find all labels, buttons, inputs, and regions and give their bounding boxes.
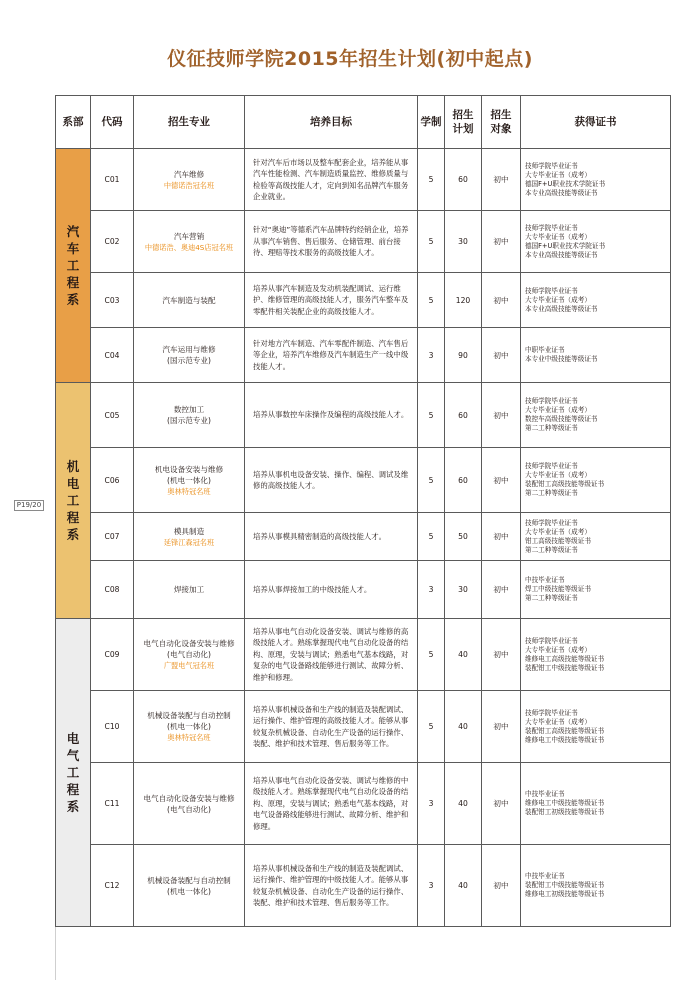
goal-cell: 培养从事焊接加工的中级技能人才。 — [245, 561, 418, 619]
code-cell: C11 — [91, 763, 134, 845]
table-row — [56, 691, 671, 763]
cert-cell — [521, 691, 671, 763]
major-note: (机电一体化) — [167, 722, 211, 731]
major-note: (机电一体化) — [167, 886, 211, 896]
dept-name: 汽车工程系 — [66, 224, 80, 307]
cert-cell — [521, 619, 671, 691]
goal-cell: 针对地方汽车制造、汽车零配件制造、汽车售后等企业，培养汽车维修及汽车制造生产一线中级技能人才。 — [245, 328, 418, 383]
cert-item: 德国F+U职业技术学院证书 — [525, 241, 606, 250]
major-name: 汽车制造与装配 — [162, 295, 216, 305]
cert-item: 第二工种等级证书 — [525, 489, 578, 497]
major-cell — [134, 561, 245, 619]
cert-item: 技师学院毕业证书 — [525, 708, 578, 717]
table-row — [56, 273, 671, 328]
target-cell: 初中 — [482, 211, 521, 273]
plan-cell: 30 — [445, 561, 482, 619]
major-name: 汽车运用与维修 — [162, 345, 216, 354]
cert-item: 维修电工中级技能等级证书 — [525, 799, 605, 807]
cert-item: 维修电工中级技能等级证书 — [525, 735, 605, 744]
header-goal: 培养目标 — [245, 96, 418, 149]
plan-cell: 40 — [445, 763, 482, 845]
years-cell: 3 — [418, 845, 445, 927]
header-target: 招生对象 — [482, 96, 521, 149]
cert-item: 本专业中级技能等级证书 — [525, 355, 598, 363]
major-note: 延锋江森冠名班 — [163, 537, 215, 547]
target-cell: 初中 — [482, 561, 521, 619]
plan-cell: 40 — [445, 619, 482, 691]
table-row — [56, 619, 671, 691]
dept-cell — [56, 619, 91, 927]
cert-item: 大专毕业证书（成考） — [525, 717, 591, 726]
dept-name: 机电工程系 — [66, 459, 80, 542]
goal-cell: 培养从事数控车床操作及编程的高级技能人才。 — [245, 383, 418, 448]
cert-item: 大专毕业证书（成考） — [525, 295, 591, 304]
dept-name: 电气工程系 — [66, 731, 80, 814]
plan-cell: 40 — [445, 845, 482, 927]
cert-item: 本专业高级技能等级证书 — [525, 250, 598, 259]
cert-item: 大专毕业证书（成考） — [525, 527, 591, 536]
major-name: 数控加工 — [173, 405, 205, 414]
major-cell — [134, 513, 245, 561]
major-cell — [134, 845, 245, 927]
code-cell: C09 — [91, 619, 134, 691]
header-major: 招生专业 — [134, 96, 245, 149]
cert-item: 技师学院毕业证书 — [525, 518, 578, 527]
cert-item: 技师学院毕业证书 — [525, 462, 578, 470]
table-row — [56, 763, 671, 845]
years-cell: 5 — [418, 211, 445, 273]
code-cell: C06 — [91, 448, 134, 513]
years-cell: 5 — [418, 149, 445, 211]
dept-cell — [56, 149, 91, 383]
page-number-tab[interactable]: P19/20 — [14, 500, 44, 511]
major-sponsor-note: 广盟电气冠名班 — [163, 661, 215, 670]
major-cell — [134, 328, 245, 383]
cert-item: 技师学院毕业证书 — [525, 161, 578, 170]
cert-cell — [521, 513, 671, 561]
major-note: (电气自动化) — [167, 804, 211, 814]
cert-item: 数控车高级技能等级证书 — [525, 415, 598, 423]
goal-cell: 培养从事机械设备和生产线的制造及装配调试、运行操作、维护管理的中级技能人才。能够从事较复杂机械设备、自动化生产设备的运行操作、装配、维护和技术管理、售后服务等工作。 — [245, 845, 418, 927]
cert-item: 德国F+U职业技术学院证书 — [525, 179, 606, 188]
header-plan: 招生计划 — [445, 96, 482, 149]
table-row — [56, 845, 671, 927]
major-cell — [134, 273, 245, 328]
major-cell — [134, 448, 245, 513]
cert-item: 大专毕业证书（成考） — [525, 170, 591, 179]
code-cell: C05 — [91, 383, 134, 448]
header-cert: 获得证书 — [521, 96, 671, 149]
cert-item: 第二工种等级证书 — [525, 594, 578, 602]
major-cell — [134, 211, 245, 273]
major-name: 汽车维修 — [173, 169, 205, 179]
target-cell: 初中 — [482, 328, 521, 383]
major-name: 机电设备安装与维修 — [154, 464, 224, 474]
header-code: 代码 — [91, 96, 134, 149]
years-cell: 3 — [418, 561, 445, 619]
cert-item: 装配钳工中级技能等级证书 — [525, 663, 605, 672]
plan-cell: 50 — [445, 513, 482, 561]
cert-item: 技师学院毕业证书 — [525, 636, 578, 645]
major-cell — [134, 691, 245, 763]
major-note: (国示范专业) — [167, 416, 211, 425]
cert-item: 技师学院毕业证书 — [525, 397, 578, 405]
cert-item: 大专毕业证书（成考） — [525, 645, 591, 654]
target-cell: 初中 — [482, 691, 521, 763]
target-cell: 初中 — [482, 273, 521, 328]
goal-cell: 培养从事模具精密制造的高级技能人才。 — [245, 513, 418, 561]
target-cell: 初中 — [482, 448, 521, 513]
goal-cell: 培养从事汽车制造及发动机装配调试、运行维护、维修管理的高级技能人才，服务汽车整车及零配件相关装配企业的高级技能人才。 — [245, 273, 418, 328]
plan-cell: 120 — [445, 273, 482, 328]
target-cell: 初中 — [482, 383, 521, 448]
header-dept: 系部 — [56, 96, 91, 149]
years-cell: 5 — [418, 383, 445, 448]
major-cell — [134, 149, 245, 211]
major-name: 模具制造 — [173, 526, 205, 536]
cert-item: 技师学院毕业证书 — [525, 286, 578, 295]
goal-cell: 培养从事电气自动化设备安装、调试与维修的中级技能人才。熟练掌握现代电气自动化设备的结构、原理，安装与调试；熟悉电气基本线路，对电气设备路线能够进行测试、故障分析、维护和修理。 — [245, 763, 418, 845]
table-row — [56, 513, 671, 561]
years-cell: 5 — [418, 513, 445, 561]
cert-cell — [521, 328, 671, 383]
page-title: 仪征技师学院2015年招生计划(初中起点) — [167, 48, 533, 70]
major-cell — [134, 763, 245, 845]
header-years: 学制 — [418, 96, 445, 149]
code-cell: C12 — [91, 845, 134, 927]
enrollment-table — [55, 95, 671, 927]
goal-cell: 针对汽车后市场以及整车配套企业，培养能从事汽车性能检测、汽车制造质量监控、维修质量与检验等高级技能人才，定向到知名品牌汽车服务企业就业。 — [245, 149, 418, 211]
table-row — [56, 383, 671, 448]
major-cell — [134, 383, 245, 448]
major-sponsor-note: 奥林特冠名班 — [167, 733, 211, 742]
table-row — [56, 448, 671, 513]
plan-cell: 90 — [445, 328, 482, 383]
major-name: 电气自动化设备安装与维修 — [143, 639, 235, 648]
major-sponsor-note: 奥林特冠名班 — [167, 486, 211, 496]
cert-item: 焊工中级技能等级证书 — [525, 585, 591, 593]
cert-item: 技师学院毕业证书 — [525, 223, 578, 232]
cert-item: 维修电工高级技能等级证书 — [525, 654, 605, 663]
target-cell: 初中 — [482, 149, 521, 211]
major-name: 电气自动化设备安装与维修 — [143, 793, 235, 803]
major-note: 中德诺浩冠名班 — [163, 180, 215, 190]
cert-item: 大专毕业证书（成考） — [525, 471, 591, 479]
code-cell: C02 — [91, 211, 134, 273]
years-cell: 3 — [418, 763, 445, 845]
target-cell: 初中 — [482, 619, 521, 691]
code-cell: C01 — [91, 149, 134, 211]
cert-cell — [521, 561, 671, 619]
cert-item: 第二工种等级证书 — [525, 545, 578, 554]
plan-cell: 60 — [445, 383, 482, 448]
cert-item: 维修电工初级技能等级证书 — [525, 890, 605, 898]
major-name: 机械设备装配与自动控制 — [147, 711, 231, 720]
target-cell: 初中 — [482, 513, 521, 561]
years-cell: 5 — [418, 273, 445, 328]
cert-item: 钳工高级技能等级证书 — [525, 536, 591, 545]
table-row — [56, 561, 671, 619]
years-cell: 5 — [418, 691, 445, 763]
major-note: (国示范专业) — [167, 356, 211, 365]
cert-cell — [521, 273, 671, 328]
goal-cell: 培养从事电气自动化设备安装、调试与维修的高级技能人才。熟练掌握现代电气自动化设备的结构、原理，安装与调试；熟悉电气基本线路，对复杂的电气设备路线能够进行测试、故障分析、维护和修理。 — [245, 619, 418, 691]
table-row — [56, 328, 671, 383]
cert-cell — [521, 149, 671, 211]
major-note: (电气自动化) — [167, 650, 211, 659]
cert-cell — [521, 448, 671, 513]
cert-item: 第二工种等级证书 — [525, 424, 578, 432]
cert-item: 中职毕业证书 — [525, 346, 565, 354]
cert-cell — [521, 383, 671, 448]
code-cell: C04 — [91, 328, 134, 383]
code-cell: C08 — [91, 561, 134, 619]
cert-cell — [521, 845, 671, 927]
plan-cell: 60 — [445, 149, 482, 211]
target-cell: 初中 — [482, 763, 521, 845]
cert-item: 本专业高级技能等级证书 — [525, 188, 598, 197]
plan-cell: 30 — [445, 211, 482, 273]
plan-cell: 40 — [445, 691, 482, 763]
goal-cell: 培养从事机械设备和生产线的制造及装配调试、运行操作、维护管理的高级技能人才。能够从事较复杂机械设备、自动化生产设备的运行操作、装配、维护和技术管理、售后服务等工作。 — [245, 691, 418, 763]
cert-item: 装配钳工初级技能等级证书 — [525, 808, 605, 816]
cert-item: 中技毕业证书 — [525, 790, 565, 798]
cert-item: 中技毕业证书 — [525, 576, 565, 584]
table-row — [56, 211, 671, 273]
cert-item: 本专业高级技能等级证书 — [525, 304, 598, 313]
major-note: 中德诺浩、奥迪4S店冠名班 — [144, 242, 234, 252]
goal-cell: 针对“奥迪”等德系汽车品牌特约经销企业，培养从事汽车销售、售后服务、仓储管理、前台接待、理赔等技术服务的高级技能人才。 — [245, 211, 418, 273]
major-name: 汽车营销 — [173, 231, 205, 241]
code-cell: C03 — [91, 273, 134, 328]
major-note: (机电一体化) — [167, 475, 211, 485]
cert-item: 装配钳工高级技能等级证书 — [525, 726, 605, 735]
cert-item: 大专毕业证书（成考） — [525, 406, 591, 414]
major-cell — [134, 619, 245, 691]
dept-cell — [56, 383, 91, 619]
years-cell: 3 — [418, 328, 445, 383]
cert-cell — [521, 211, 671, 273]
cert-cell — [521, 763, 671, 845]
plan-cell: 60 — [445, 448, 482, 513]
table-header-row — [56, 96, 671, 149]
major-name: 机械设备装配与自动控制 — [147, 875, 231, 885]
cert-item: 中技毕业证书 — [525, 872, 565, 880]
cert-item: 装配钳工高级技能等级证书 — [525, 480, 605, 488]
target-cell: 初中 — [482, 845, 521, 927]
goal-cell: 培养从事机电设备安装、操作、编程、调试及维修的高级技能人才。 — [245, 448, 418, 513]
cert-item: 装配钳工中级技能等级证书 — [525, 881, 605, 889]
code-cell: C07 — [91, 513, 134, 561]
major-name: 焊接加工 — [173, 585, 205, 594]
years-cell: 5 — [418, 448, 445, 513]
code-cell: C10 — [91, 691, 134, 763]
cert-item: 大专毕业证书（成考） — [525, 232, 591, 241]
years-cell: 5 — [418, 619, 445, 691]
table-row — [56, 149, 671, 211]
